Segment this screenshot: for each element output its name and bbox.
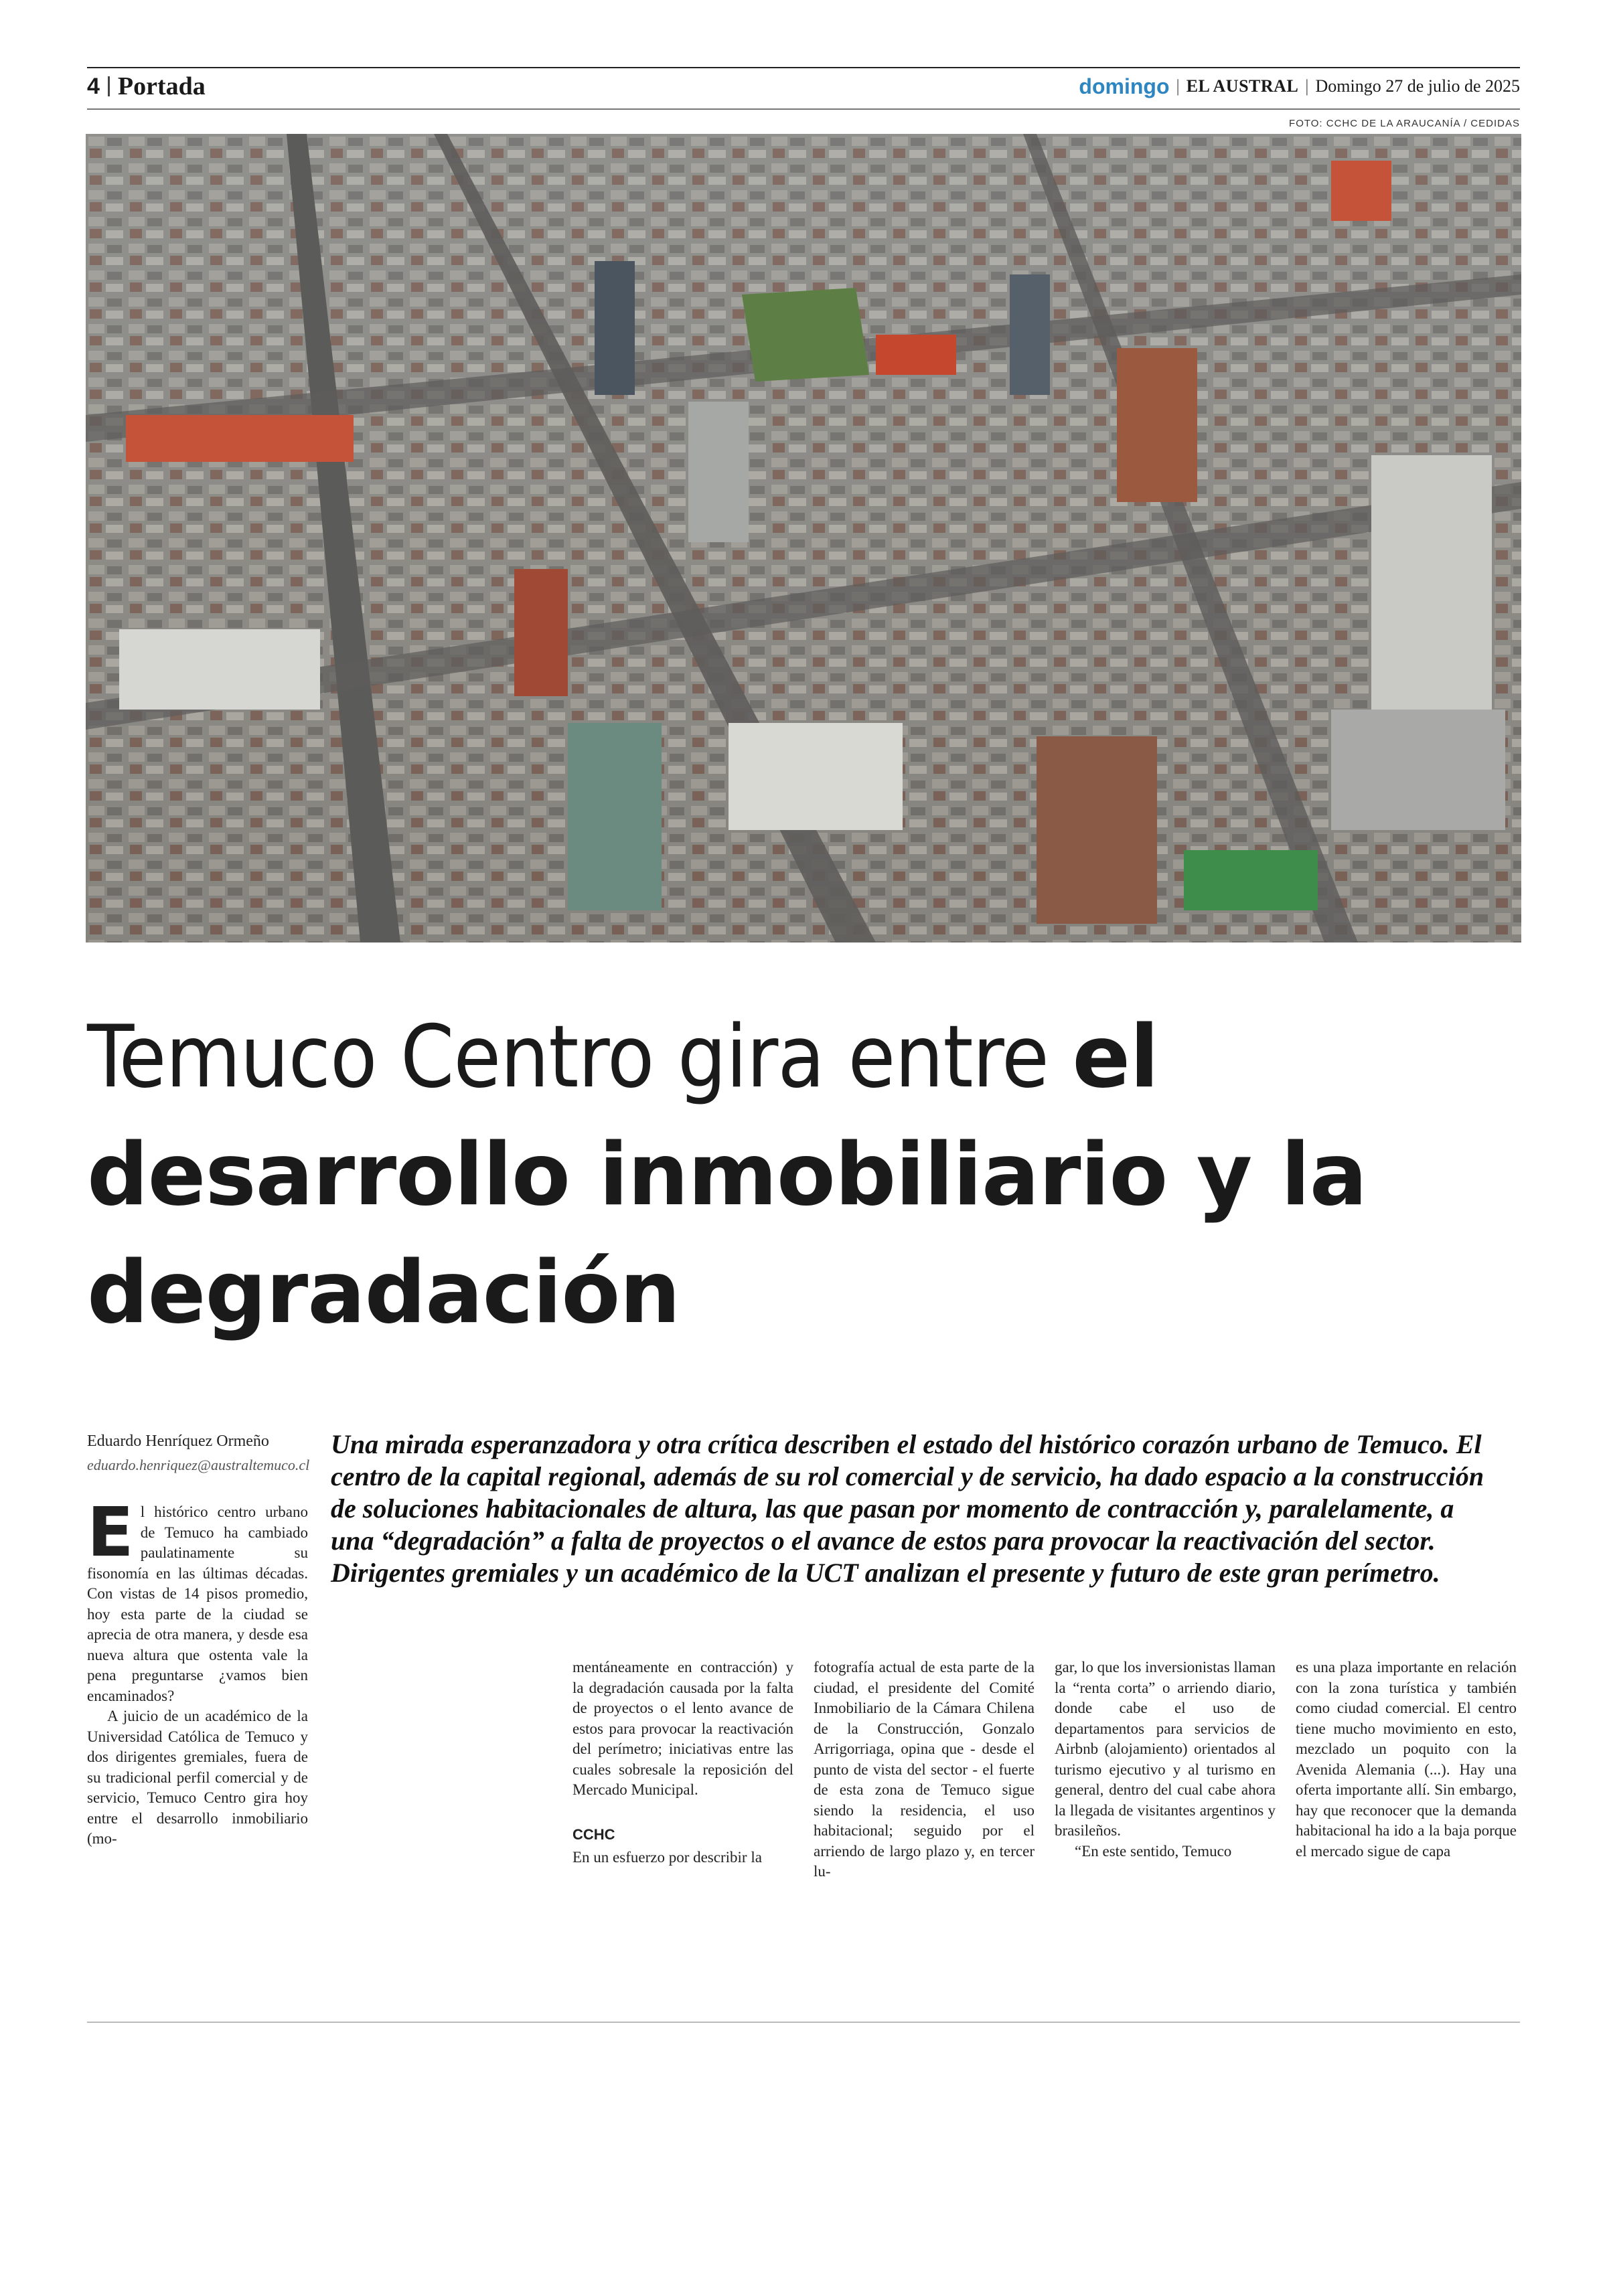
page-header-left xyxy=(87,70,206,103)
article-column-2 xyxy=(572,1657,793,1868)
section-subhead: CCHC xyxy=(572,1825,615,1843)
issue-date: Domingo 27 de julio de 2025 xyxy=(1315,76,1520,96)
header-pipe: | xyxy=(1176,76,1180,96)
supplement-brand: domingo xyxy=(1079,74,1170,98)
bottom-rule xyxy=(87,2022,1520,2023)
section-name: Portada xyxy=(117,72,206,100)
article-column-1 xyxy=(87,1493,308,1850)
article-lead: Una mirada esperanzadora y otra crítica describen el estado del histórico corazón urbano de Temuco. El centro de la capital regional, además de su rol comercial y de servicio, ha dado espacio a la construcción de soluciones habitacionales de altura, las que pasan por momento de contracción y, paralelamente, a una “degradación” a falta de proyectos o el avance de estos para provocar la reactivación del sector. Dirigentes gremiales y un académico de la UCT analizan el presente y futuro de este gran perímetro. xyxy=(331,1429,1484,1588)
paragraph xyxy=(87,1493,308,1706)
headline-line-3: degradación xyxy=(87,1243,680,1343)
header-bottom-rule xyxy=(87,108,1520,110)
article-column-4 xyxy=(1055,1657,1276,1862)
paragraph: fotografía actual de esta parte de la ciudad, el presidente del Comité Inmobiliario de la Cámara Chilena de la Construcción, Gonzalo Arrigorriaga, opina que - desde el punto de vista del sector - el fuerte de esta zona de Temuco sigue siendo la residencia, el uso habitacional; seguido por el arriendo de largo plazo y, en tercer lu- xyxy=(814,1659,1035,1880)
article-column-5 xyxy=(1296,1657,1517,1862)
author-name: Eduardo Henríquez Ormeño xyxy=(87,1432,269,1450)
headline xyxy=(87,999,1520,1352)
paragraph-text: l histórico centro urbano de Temuco ha cambiado paulatinamente su fisonomía en las últimas décadas. Con vistas de 14 pisos promedio, hoy esta parte de la ciudad se aprecia de otra manera, y desde esa nueva altura que ostenta vale la pena preguntarse ¿vamos bien encaminados? xyxy=(87,1503,308,1704)
headline-bold-part: el xyxy=(1072,1007,1159,1107)
drop-cap: E xyxy=(87,1493,134,1572)
paragraph: es una plaza importante en relación con la zona turística y también como ciudad comercial. El centro tiene mucho movimiento en esto, mezclado un poquito con la Avenida Alemania (...). Hay una oferta importante allí. Sin embargo, hay que reconocer que la demanda habitacional ha ido a la baja porque el mercado sigue de capa xyxy=(1296,1659,1517,1860)
author-email[interactable]: eduardo.henriquez@australtemuco.cl xyxy=(87,1457,310,1473)
page-header-right xyxy=(1079,70,1520,103)
headline-light-part: Temuco Centro gira entre xyxy=(87,1007,1073,1107)
headline-line-2: desarrollo inmobiliario y la xyxy=(87,1125,1367,1225)
header-divider xyxy=(108,76,110,96)
newspaper-name: EL AUSTRAL xyxy=(1186,76,1299,96)
header-pipe: | xyxy=(1305,76,1309,96)
paragraph: mentáneamente en contracción) y la degradación causada por la falta de proyectos o el lento avance de estos para provocar la reactivación del perímetro; iniciativas entre las cuales sobresale la reposición del Mercado Municipal. xyxy=(572,1659,793,1798)
paragraph: A juicio de un académico de la Universidad Católica de Temuco y dos dirigentes gremiales, fuera de su tradicional perfil comercial y de servicio, Temuco Centro gira hoy entre el desarrollo inmobiliario (mo- xyxy=(87,1708,308,1847)
header-top-rule xyxy=(87,67,1520,68)
photo-credit: FOTO: CCHC DE LA ARAUCANÍA / CEDIDAS xyxy=(1289,118,1520,129)
paragraph: “En este sentido, Temuco xyxy=(1075,1842,1232,1860)
paragraph: En un esfuerzo por describir la xyxy=(572,1849,762,1866)
page-number: 4 xyxy=(87,73,100,99)
paragraph: gar, lo que los inversionistas llaman la “renta corta” o arriendo diario, donde cabe el uso de departamentos para servicios de Airbnb (alojamiento) orientados al turismo ejecutivo y al turismo en general, dentro del cual cabe ahora la llegada de visitantes argentinos y brasileños. xyxy=(1055,1659,1276,1839)
headline-line-1 xyxy=(87,999,1520,1117)
aerial-city-photo xyxy=(86,134,1521,942)
article-column-3 xyxy=(814,1657,1035,1882)
